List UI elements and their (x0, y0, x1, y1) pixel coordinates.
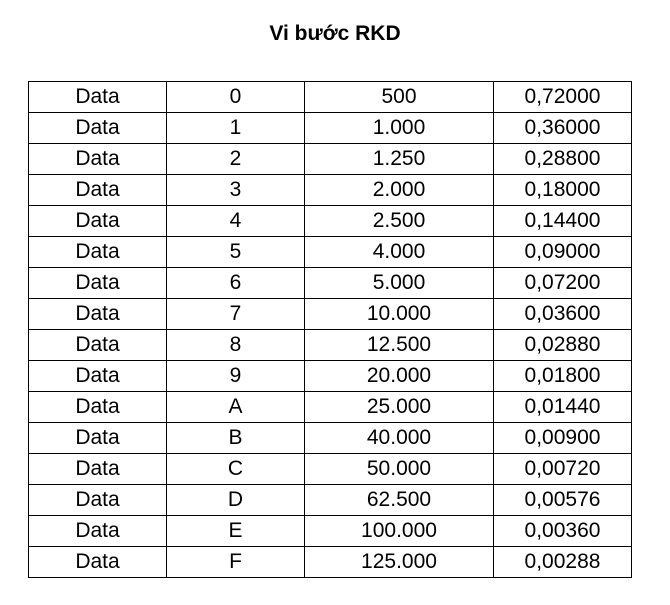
cell-ratio: 0,00720 (494, 454, 632, 485)
cell-value: 5.000 (305, 268, 494, 299)
data-table (28, 81, 632, 578)
table-row (29, 113, 632, 144)
cell-ratio: 0,00360 (494, 516, 632, 547)
cell-value: 4.000 (305, 237, 494, 268)
cell-index: 6 (167, 268, 305, 299)
cell-label: Data (29, 268, 167, 299)
cell-label: Data (29, 206, 167, 237)
page-title: Vi bước RKD (269, 22, 401, 45)
cell-value: 62.500 (305, 485, 494, 516)
table-row (29, 268, 632, 299)
cell-index: 9 (167, 361, 305, 392)
cell-ratio: 0,02880 (494, 330, 632, 361)
cell-value: 40.000 (305, 423, 494, 454)
cell-value: 50.000 (305, 454, 494, 485)
cell-index: D (167, 485, 305, 516)
cell-ratio: 0,00288 (494, 547, 632, 578)
table-body (29, 82, 632, 578)
cell-index: E (167, 516, 305, 547)
table-row (29, 175, 632, 206)
cell-value: 125.000 (305, 547, 494, 578)
cell-ratio: 0,03600 (494, 299, 632, 330)
cell-label: Data (29, 82, 167, 113)
table-row (29, 547, 632, 578)
cell-value: 500 (305, 82, 494, 113)
cell-index: A (167, 392, 305, 423)
table-row (29, 454, 632, 485)
cell-value: 1.250 (305, 144, 494, 175)
cell-index: 1 (167, 113, 305, 144)
cell-value: 2.500 (305, 206, 494, 237)
table-row (29, 392, 632, 423)
cell-label: Data (29, 361, 167, 392)
cell-label: Data (29, 175, 167, 206)
cell-ratio: 0,18000 (494, 175, 632, 206)
table-row (29, 485, 632, 516)
cell-label: Data (29, 454, 167, 485)
table-row (29, 330, 632, 361)
table-row (29, 423, 632, 454)
cell-value: 1.000 (305, 113, 494, 144)
cell-label: Data (29, 299, 167, 330)
cell-index: 4 (167, 206, 305, 237)
cell-ratio: 0,09000 (494, 237, 632, 268)
cell-index: 5 (167, 237, 305, 268)
cell-ratio: 0,07200 (494, 268, 632, 299)
table-row (29, 206, 632, 237)
cell-value: 25.000 (305, 392, 494, 423)
cell-label: Data (29, 113, 167, 144)
cell-label: Data (29, 485, 167, 516)
cell-index: 7 (167, 299, 305, 330)
cell-ratio: 0,14400 (494, 206, 632, 237)
table-row (29, 516, 632, 547)
cell-index: C (167, 454, 305, 485)
cell-value: 12.500 (305, 330, 494, 361)
cell-ratio: 0,01800 (494, 361, 632, 392)
cell-label: Data (29, 516, 167, 547)
cell-index: 2 (167, 144, 305, 175)
cell-label: Data (29, 547, 167, 578)
table-row (29, 82, 632, 113)
cell-ratio: 0,28800 (494, 144, 632, 175)
cell-ratio: 0,00576 (494, 485, 632, 516)
cell-index: 0 (167, 82, 305, 113)
cell-value: 20.000 (305, 361, 494, 392)
cell-value: 10.000 (305, 299, 494, 330)
cell-value: 100.000 (305, 516, 494, 547)
cell-ratio: 0,00900 (494, 423, 632, 454)
cell-label: Data (29, 330, 167, 361)
cell-index: F (167, 547, 305, 578)
table-row (29, 144, 632, 175)
table-row (29, 237, 632, 268)
cell-index: 3 (167, 175, 305, 206)
cell-index: 8 (167, 330, 305, 361)
cell-label: Data (29, 392, 167, 423)
cell-label: Data (29, 144, 167, 175)
table-row (29, 361, 632, 392)
cell-label: Data (29, 423, 167, 454)
table-row (29, 299, 632, 330)
cell-ratio: 0,72000 (494, 82, 632, 113)
cell-value: 2.000 (305, 175, 494, 206)
cell-ratio: 0,01440 (494, 392, 632, 423)
cell-index: B (167, 423, 305, 454)
cell-ratio: 0,36000 (494, 113, 632, 144)
cell-label: Data (29, 237, 167, 268)
